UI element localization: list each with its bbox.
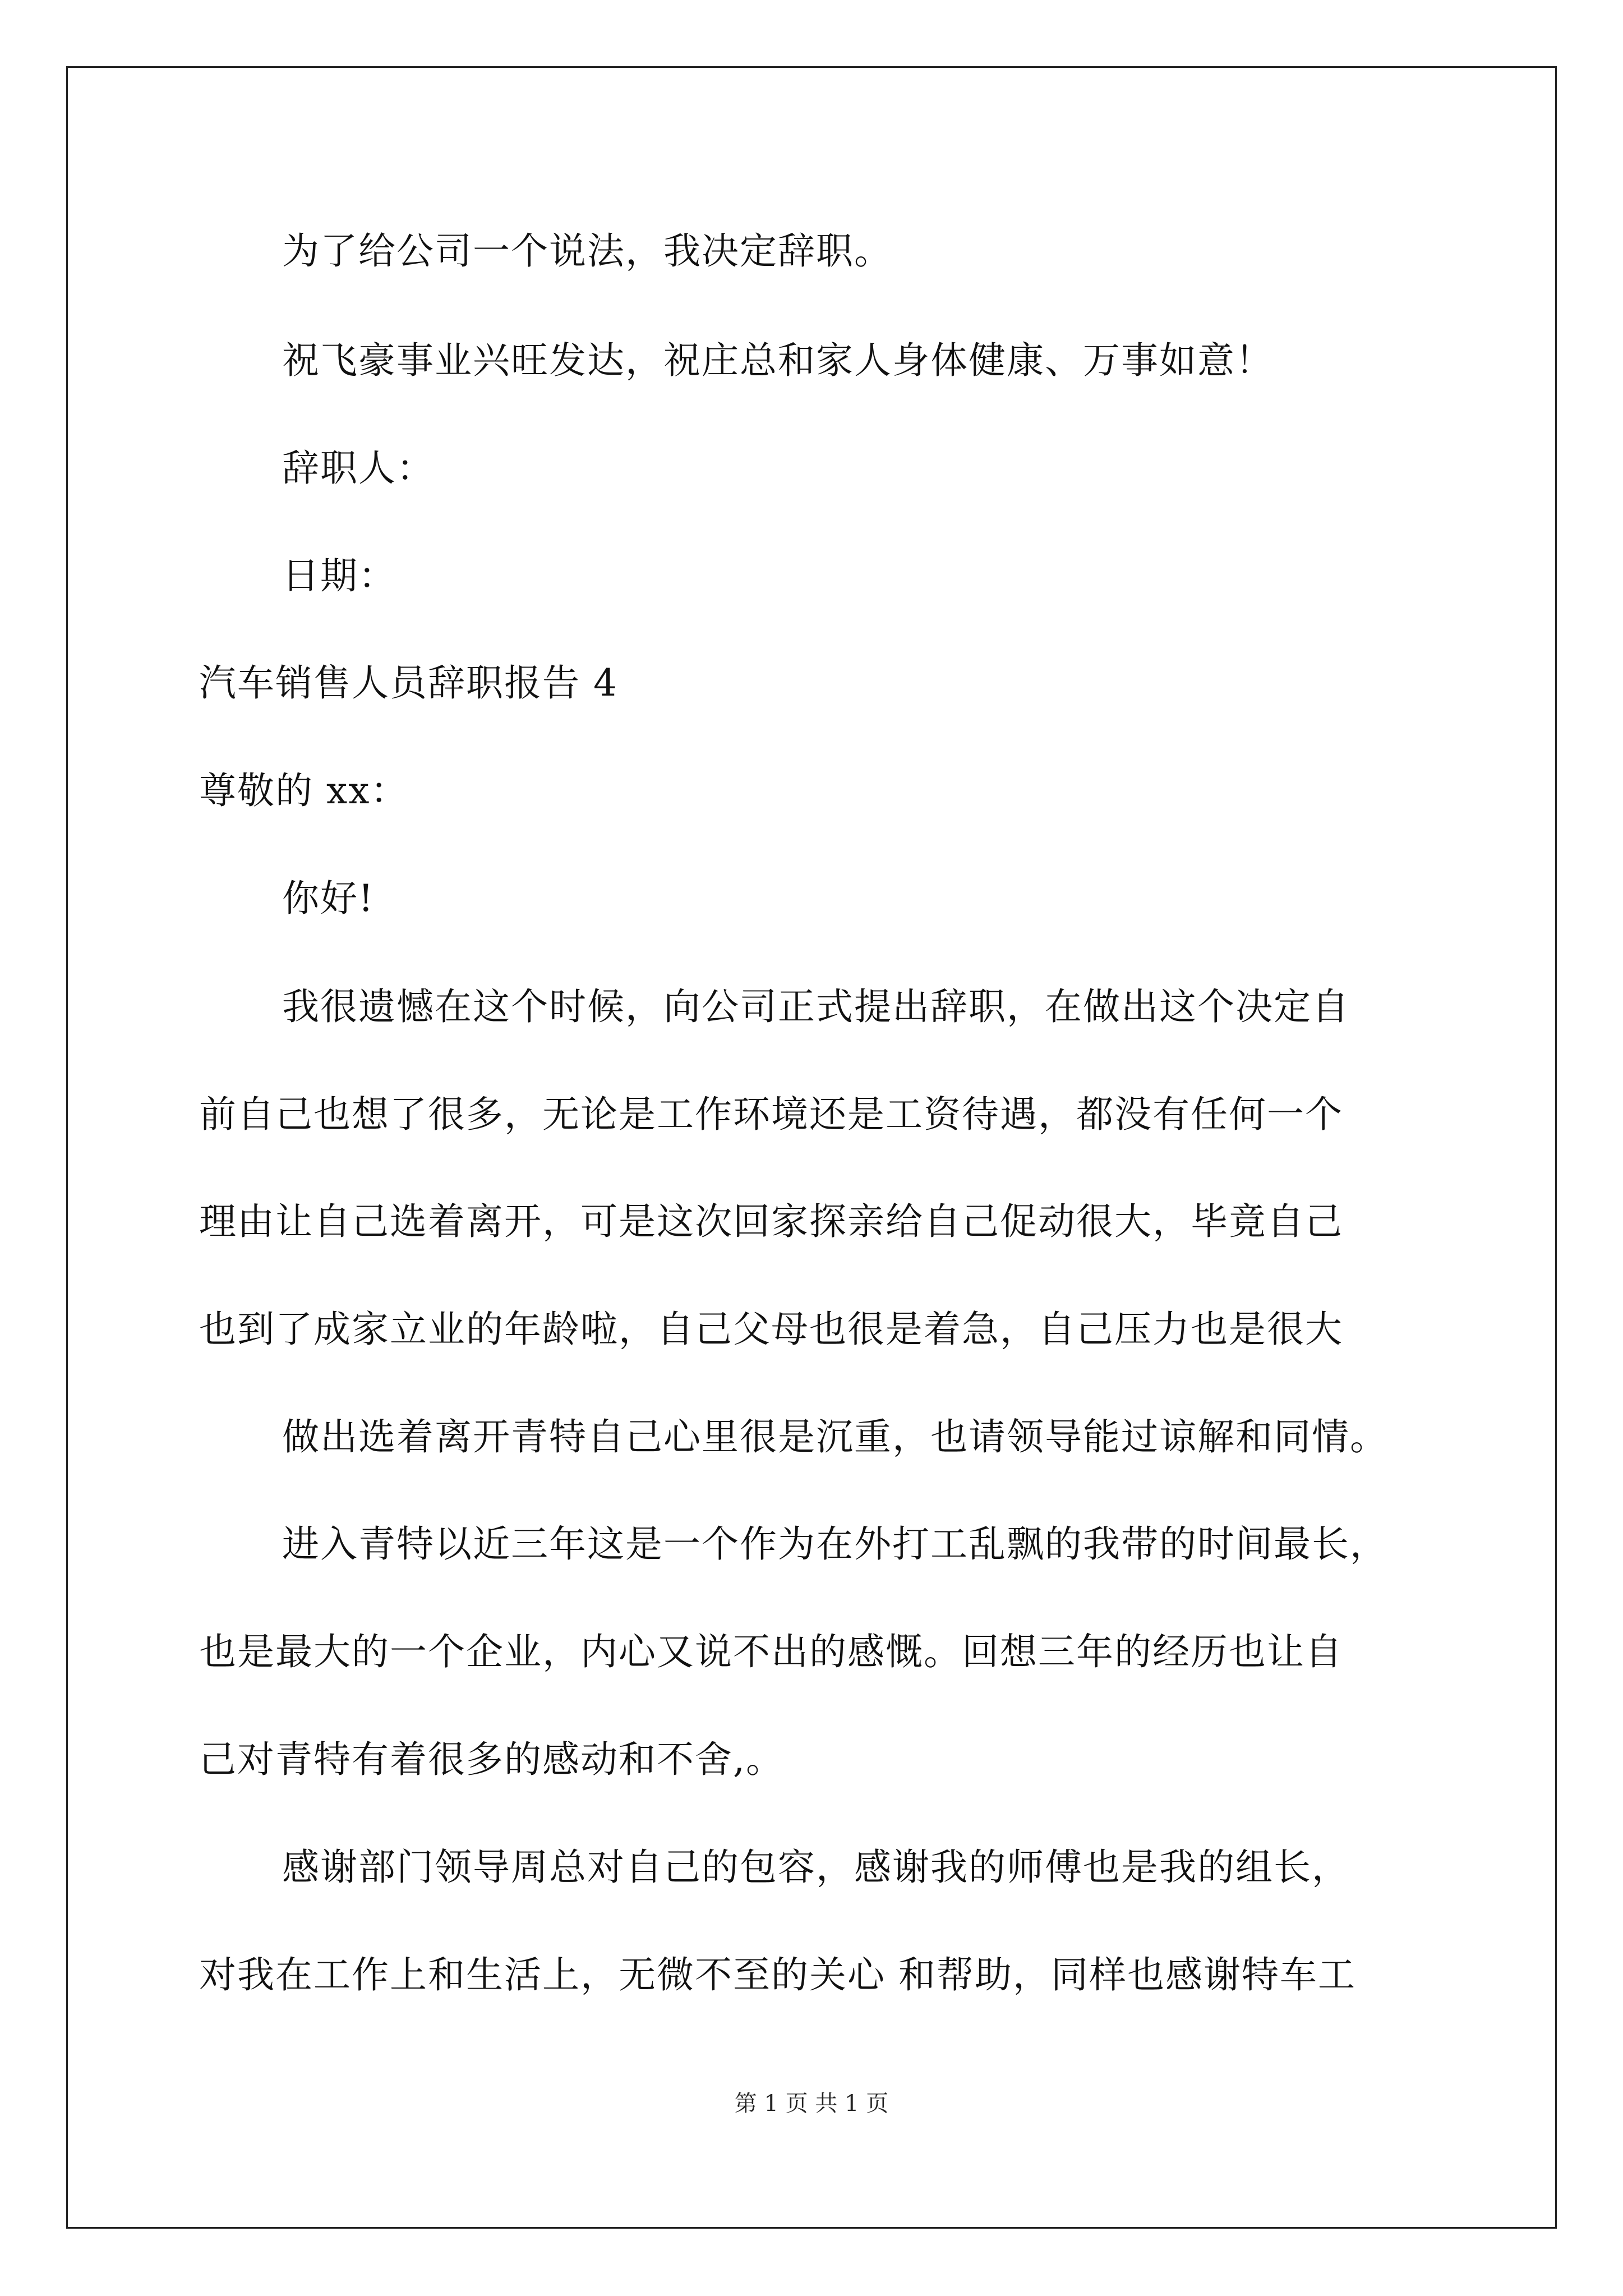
paragraph-line: 进入青特以近三年这是一个作为在外打工乱飘的我带的时间最长， (282, 1522, 1388, 1566)
paragraph-line: 做出选着离开青特自己心里很是沉重，也请领导能过谅解和同情。 (282, 1415, 1388, 1458)
paragraph-line: 前自己也想了很多，无论是工作环境还是工资待遇，都没有任何一个 (199, 1093, 1343, 1136)
paragraph-line: 理由让自己选着离开，可是这次回家探亲给自己促动很大，毕竟自己 (199, 1200, 1343, 1243)
greeting: 你好! (282, 877, 375, 920)
signatory-label: 辞职人： (282, 447, 435, 490)
paragraph-line: 对我在工作上和生活上，无微不至的关心 和帮助，同样也感谢特车工 (199, 1953, 1356, 1996)
paragraph-line: 也是最大的一个企业，内心又说不出的感慨。回想三年的经历也让自 (199, 1630, 1343, 1673)
paragraph-line: 感谢部门领导周总对自己的包容，感谢我的师傅也是我的组长， (282, 1846, 1350, 1889)
paragraph-line: 己对青特有着很多的感动和不舍,。 (199, 1738, 784, 1781)
paragraph-line: 我很遗憾在这个时候，向公司正式提出辞职，在做出这个决定自 (282, 985, 1350, 1028)
page-footer: 第 1 页 共 1 页 (734, 2091, 889, 2116)
paragraph-line: 也到了成家立业的年龄啦，自己父母也很是着急，自己压力也是很大 (199, 1308, 1343, 1351)
salutation: 尊敬的 xx： (199, 769, 409, 812)
paragraph-line: 祝飞豪事业兴旺发达，祝庄总和家人身体健康、万事如意！ (282, 339, 1274, 382)
date-label: 日期： (282, 554, 396, 597)
page-border (66, 66, 1557, 2229)
paragraph-line: 为了给公司一个说法，我决定辞职。 (282, 229, 892, 273)
section-title: 汽车销售人员辞职报告 4 (199, 661, 618, 705)
